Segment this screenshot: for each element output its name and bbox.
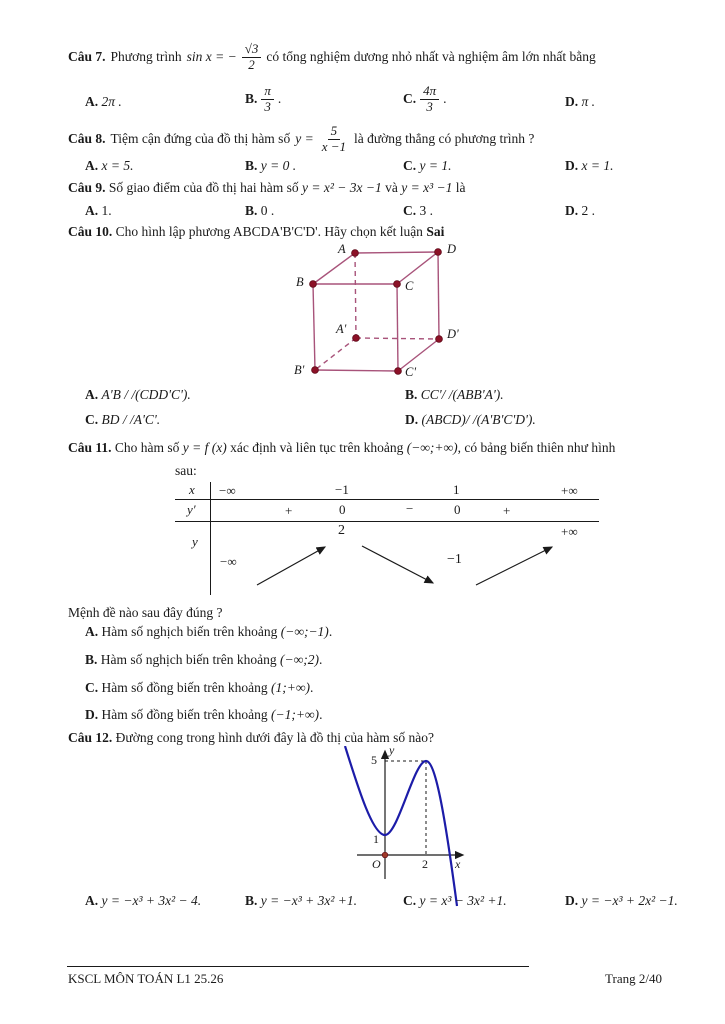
x-value: −∞ — [219, 483, 236, 498]
cube-vertex — [312, 367, 319, 374]
question-label: Câu 7. — [68, 49, 106, 64]
fraction — [420, 84, 439, 115]
x-tick-2: 2 — [422, 857, 428, 871]
cube-edge — [438, 252, 439, 339]
option-b — [245, 203, 274, 219]
question-8 — [68, 120, 534, 158]
option-text: y = x³ − 3x² +1. — [419, 893, 507, 908]
question-text: Tiệm cận đứng của đồ thị hàm số — [110, 131, 291, 146]
option-text: y = −x³ + 2x² −1. — [581, 893, 678, 908]
option-text: y = 0 . — [260, 158, 297, 173]
question-text: Đường cong trong hình dưới đây là đồ thị của hàm số nào? — [115, 730, 434, 745]
question-text: là đường thẳng có phương trình ? — [353, 131, 535, 146]
sign: 0 — [339, 502, 346, 517]
option-a — [85, 387, 191, 403]
fraction-denominator: 3 — [426, 98, 433, 114]
cube-hidden-edge — [355, 253, 356, 338]
option-text: 0 . — [260, 203, 275, 218]
limit-value: −∞ — [220, 554, 237, 569]
decrease-arrow — [362, 546, 433, 583]
option-a — [85, 158, 133, 174]
cube-edges — [313, 252, 439, 371]
question-text: Cho hàm số — [114, 440, 180, 455]
option-b — [245, 158, 296, 174]
y-tick-1: 1 — [373, 832, 379, 846]
cube-vertex — [352, 250, 359, 257]
cube-edge — [397, 252, 438, 284]
option-suffix: . — [319, 707, 323, 722]
option-suffix: . — [328, 624, 333, 639]
option-math: (1;+∞) — [270, 680, 310, 695]
cube-vertices — [310, 249, 443, 375]
question-text: có tổng nghiệm dương nhỏ nhất và nghiệm âm lớn nhất bằng — [266, 49, 596, 64]
option-a — [85, 624, 332, 640]
option-suffix: . — [318, 652, 323, 667]
local-min-value: −1 — [447, 552, 462, 567]
fraction-numerator: √3 — [242, 42, 262, 58]
question-label: Câu 10. — [68, 224, 113, 239]
option-c — [85, 680, 313, 696]
x-value: 1 — [453, 482, 460, 497]
math-expression: sin x = − — [186, 49, 237, 64]
vertex-label-b: B — [296, 275, 304, 289]
fraction — [261, 84, 274, 115]
option-b — [405, 387, 504, 403]
option-c — [403, 84, 447, 115]
fraction-denominator: 3 — [264, 98, 271, 114]
option-label: A. — [85, 387, 99, 402]
option-text: 2π . — [101, 94, 122, 109]
x-value: +∞ — [561, 483, 578, 498]
question-label: Câu 9. — [68, 180, 106, 195]
fraction-numerator: 4π — [420, 84, 439, 100]
sign: + — [285, 503, 293, 518]
option-text: Hàm số nghịch biến trên khoảng — [100, 652, 277, 667]
option-label: D. — [405, 412, 419, 427]
footer-rule — [67, 966, 529, 967]
math-expression: (−∞;+∞) — [406, 440, 458, 455]
option-label: A. — [85, 203, 99, 218]
option-text: 1. — [101, 203, 112, 218]
option-d — [405, 412, 536, 428]
question-text: Số giao điểm của đồ thị hai hàm số — [108, 180, 299, 195]
option-text: 2 . — [581, 203, 595, 218]
vertex-label-b-prime: B' — [294, 363, 305, 377]
option-a — [85, 893, 201, 909]
math-expression: y = x² − 3x −1 — [301, 180, 382, 195]
variation-table — [175, 482, 600, 602]
option-label: D. — [565, 158, 579, 173]
option-suffix: . — [277, 91, 282, 107]
x-axis-label: x — [455, 857, 461, 871]
option-label: B. — [405, 387, 418, 402]
option-d — [565, 203, 595, 219]
footer-left: KSCL MÔN TOÁN L1 25.26 — [68, 971, 224, 986]
local-max-value: 2 — [338, 523, 345, 538]
cubic-curve — [345, 746, 457, 906]
option-label: C. — [85, 412, 99, 427]
graph-drawing — [335, 746, 475, 910]
option-a — [85, 94, 122, 110]
option-label: B. — [245, 203, 258, 218]
question-10 — [68, 224, 444, 240]
option-b — [85, 652, 322, 668]
option-d — [85, 707, 322, 723]
option-label: A. — [85, 893, 99, 908]
option-label: C. — [85, 680, 99, 695]
cube-figure — [290, 243, 500, 383]
math-expression: y = x³ −1 — [401, 180, 453, 195]
cube-drawing — [290, 243, 500, 383]
question-label: Câu 11. — [68, 440, 112, 455]
question-text: và — [385, 180, 398, 195]
option-text: (ABCD)/ /(A'B'C'D'). — [421, 412, 536, 427]
vertex-label-a: A — [338, 242, 346, 256]
cube-vertex — [353, 335, 360, 342]
vertex-label-d-prime: D' — [447, 327, 459, 341]
fraction — [242, 42, 262, 73]
fraction-denominator: 2 — [248, 56, 255, 72]
cube-vertex — [394, 281, 401, 288]
row-label-x: x — [189, 482, 195, 497]
question-label: Câu 8. — [68, 131, 106, 146]
question-text: Cho hình lập phương ABCDA'B'C'D'. Hãy chọn kết luận — [115, 224, 423, 239]
option-text: CC'/ /(ABB'A'). — [420, 387, 504, 402]
option-text: Hàm số đồng biến trên khoảng — [101, 680, 268, 695]
option-a — [85, 203, 112, 219]
cube-vertex — [436, 336, 443, 343]
question-11-cont: sau: — [175, 463, 197, 478]
footer-page-number: Trang 2/40 — [605, 971, 662, 986]
question-12 — [68, 730, 434, 746]
math-expression: y = f (x) — [182, 440, 227, 455]
option-label: C. — [403, 91, 417, 107]
option-text: 3 . — [419, 203, 433, 218]
question-text-emphasis: Sai — [426, 224, 445, 239]
option-label: C. — [403, 203, 417, 218]
option-text: BD / /A'C'. — [101, 412, 161, 427]
sign: − — [406, 501, 414, 516]
vertex-label-d: D — [447, 242, 457, 256]
curve-graph — [335, 743, 475, 910]
option-label: B. — [245, 91, 258, 107]
cube-vertex — [310, 281, 317, 288]
option-c — [403, 158, 451, 174]
sign: 0 — [454, 502, 461, 517]
cube-edge — [397, 284, 398, 371]
question-text: xác định và liên tục trên khoảng — [230, 440, 404, 455]
math-expression: y = — [295, 131, 314, 146]
option-suffix: . — [443, 91, 447, 107]
cube-hidden-edge — [315, 338, 356, 370]
fraction — [319, 124, 349, 155]
option-label: B. — [85, 652, 98, 667]
option-suffix: . — [309, 680, 314, 695]
option-c — [403, 203, 433, 219]
option-b — [245, 893, 357, 909]
option-label: A. — [85, 94, 99, 109]
cube-edge — [313, 284, 315, 370]
option-c — [403, 893, 507, 909]
option-math: (−1;+∞) — [270, 707, 320, 722]
q11-prompt: Mệnh đề nào sau đây đúng ? — [68, 605, 223, 620]
option-text: y = −x³ + 3x² +1. — [260, 893, 358, 908]
row-label-y-prime: y′ — [187, 502, 196, 517]
option-label: D. — [565, 94, 579, 109]
vertex-label-a-prime: A' — [336, 322, 347, 336]
option-d — [565, 94, 595, 110]
option-label: C. — [403, 893, 417, 908]
vertex-label-c-prime: C' — [405, 365, 417, 379]
option-text: Hàm số nghịch biến trên khoảng — [101, 624, 278, 639]
origin-dot — [382, 852, 388, 858]
cube-edge — [315, 370, 398, 371]
q7-options — [0, 84, 725, 120]
y-axis-label: y — [389, 743, 395, 757]
cube-vertex — [395, 368, 402, 375]
option-d — [565, 158, 613, 174]
increase-arrow — [476, 547, 552, 585]
row-label-y: y — [192, 534, 198, 549]
option-label: D. — [85, 707, 99, 722]
option-text: x = 5. — [101, 158, 134, 173]
fraction-denominator: x −1 — [321, 138, 346, 154]
question-7 — [68, 38, 596, 76]
cube-edge — [313, 253, 355, 284]
cube-edge — [355, 252, 438, 253]
trend-arrows — [175, 482, 600, 602]
option-label: B. — [245, 158, 258, 173]
question-label: Câu 12. — [68, 730, 113, 745]
option-label: A. — [85, 158, 99, 173]
question-11 — [68, 440, 615, 456]
option-text: Hàm số đồng biến trên khoảng — [101, 707, 268, 722]
question-text: Phương trình — [110, 49, 182, 64]
option-text: x = 1. — [581, 158, 614, 173]
fraction-numerator: π — [261, 84, 274, 100]
option-label: D. — [565, 203, 579, 218]
question-text: là — [455, 180, 466, 195]
option-d — [565, 893, 678, 909]
increase-arrow — [257, 547, 325, 585]
option-label: D. — [565, 893, 579, 908]
option-text: y = −x³ + 3x² − 4. — [101, 893, 202, 908]
option-b — [245, 84, 281, 115]
option-text: π . — [581, 94, 596, 109]
option-math: (−∞;−1) — [280, 624, 329, 639]
fraction-numerator: 5 — [328, 124, 341, 140]
option-label: B. — [245, 893, 258, 908]
sign: + — [503, 503, 511, 518]
question-text: , có bảng biến thiên như hình — [457, 440, 616, 455]
option-label: A. — [85, 624, 99, 639]
option-label: C. — [403, 158, 417, 173]
x-value: −1 — [335, 482, 349, 497]
y-tick-5: 5 — [371, 753, 377, 767]
option-math: (−∞;2) — [279, 652, 319, 667]
option-text: A'B / /(CDD'C'). — [101, 387, 191, 402]
question-9 — [68, 180, 465, 196]
cube-vertex — [435, 249, 442, 256]
origin-label: O — [372, 857, 381, 871]
option-c — [85, 412, 160, 428]
vertex-label-c: C — [405, 279, 414, 293]
limit-value: +∞ — [561, 524, 578, 539]
option-text: y = 1. — [419, 158, 452, 173]
